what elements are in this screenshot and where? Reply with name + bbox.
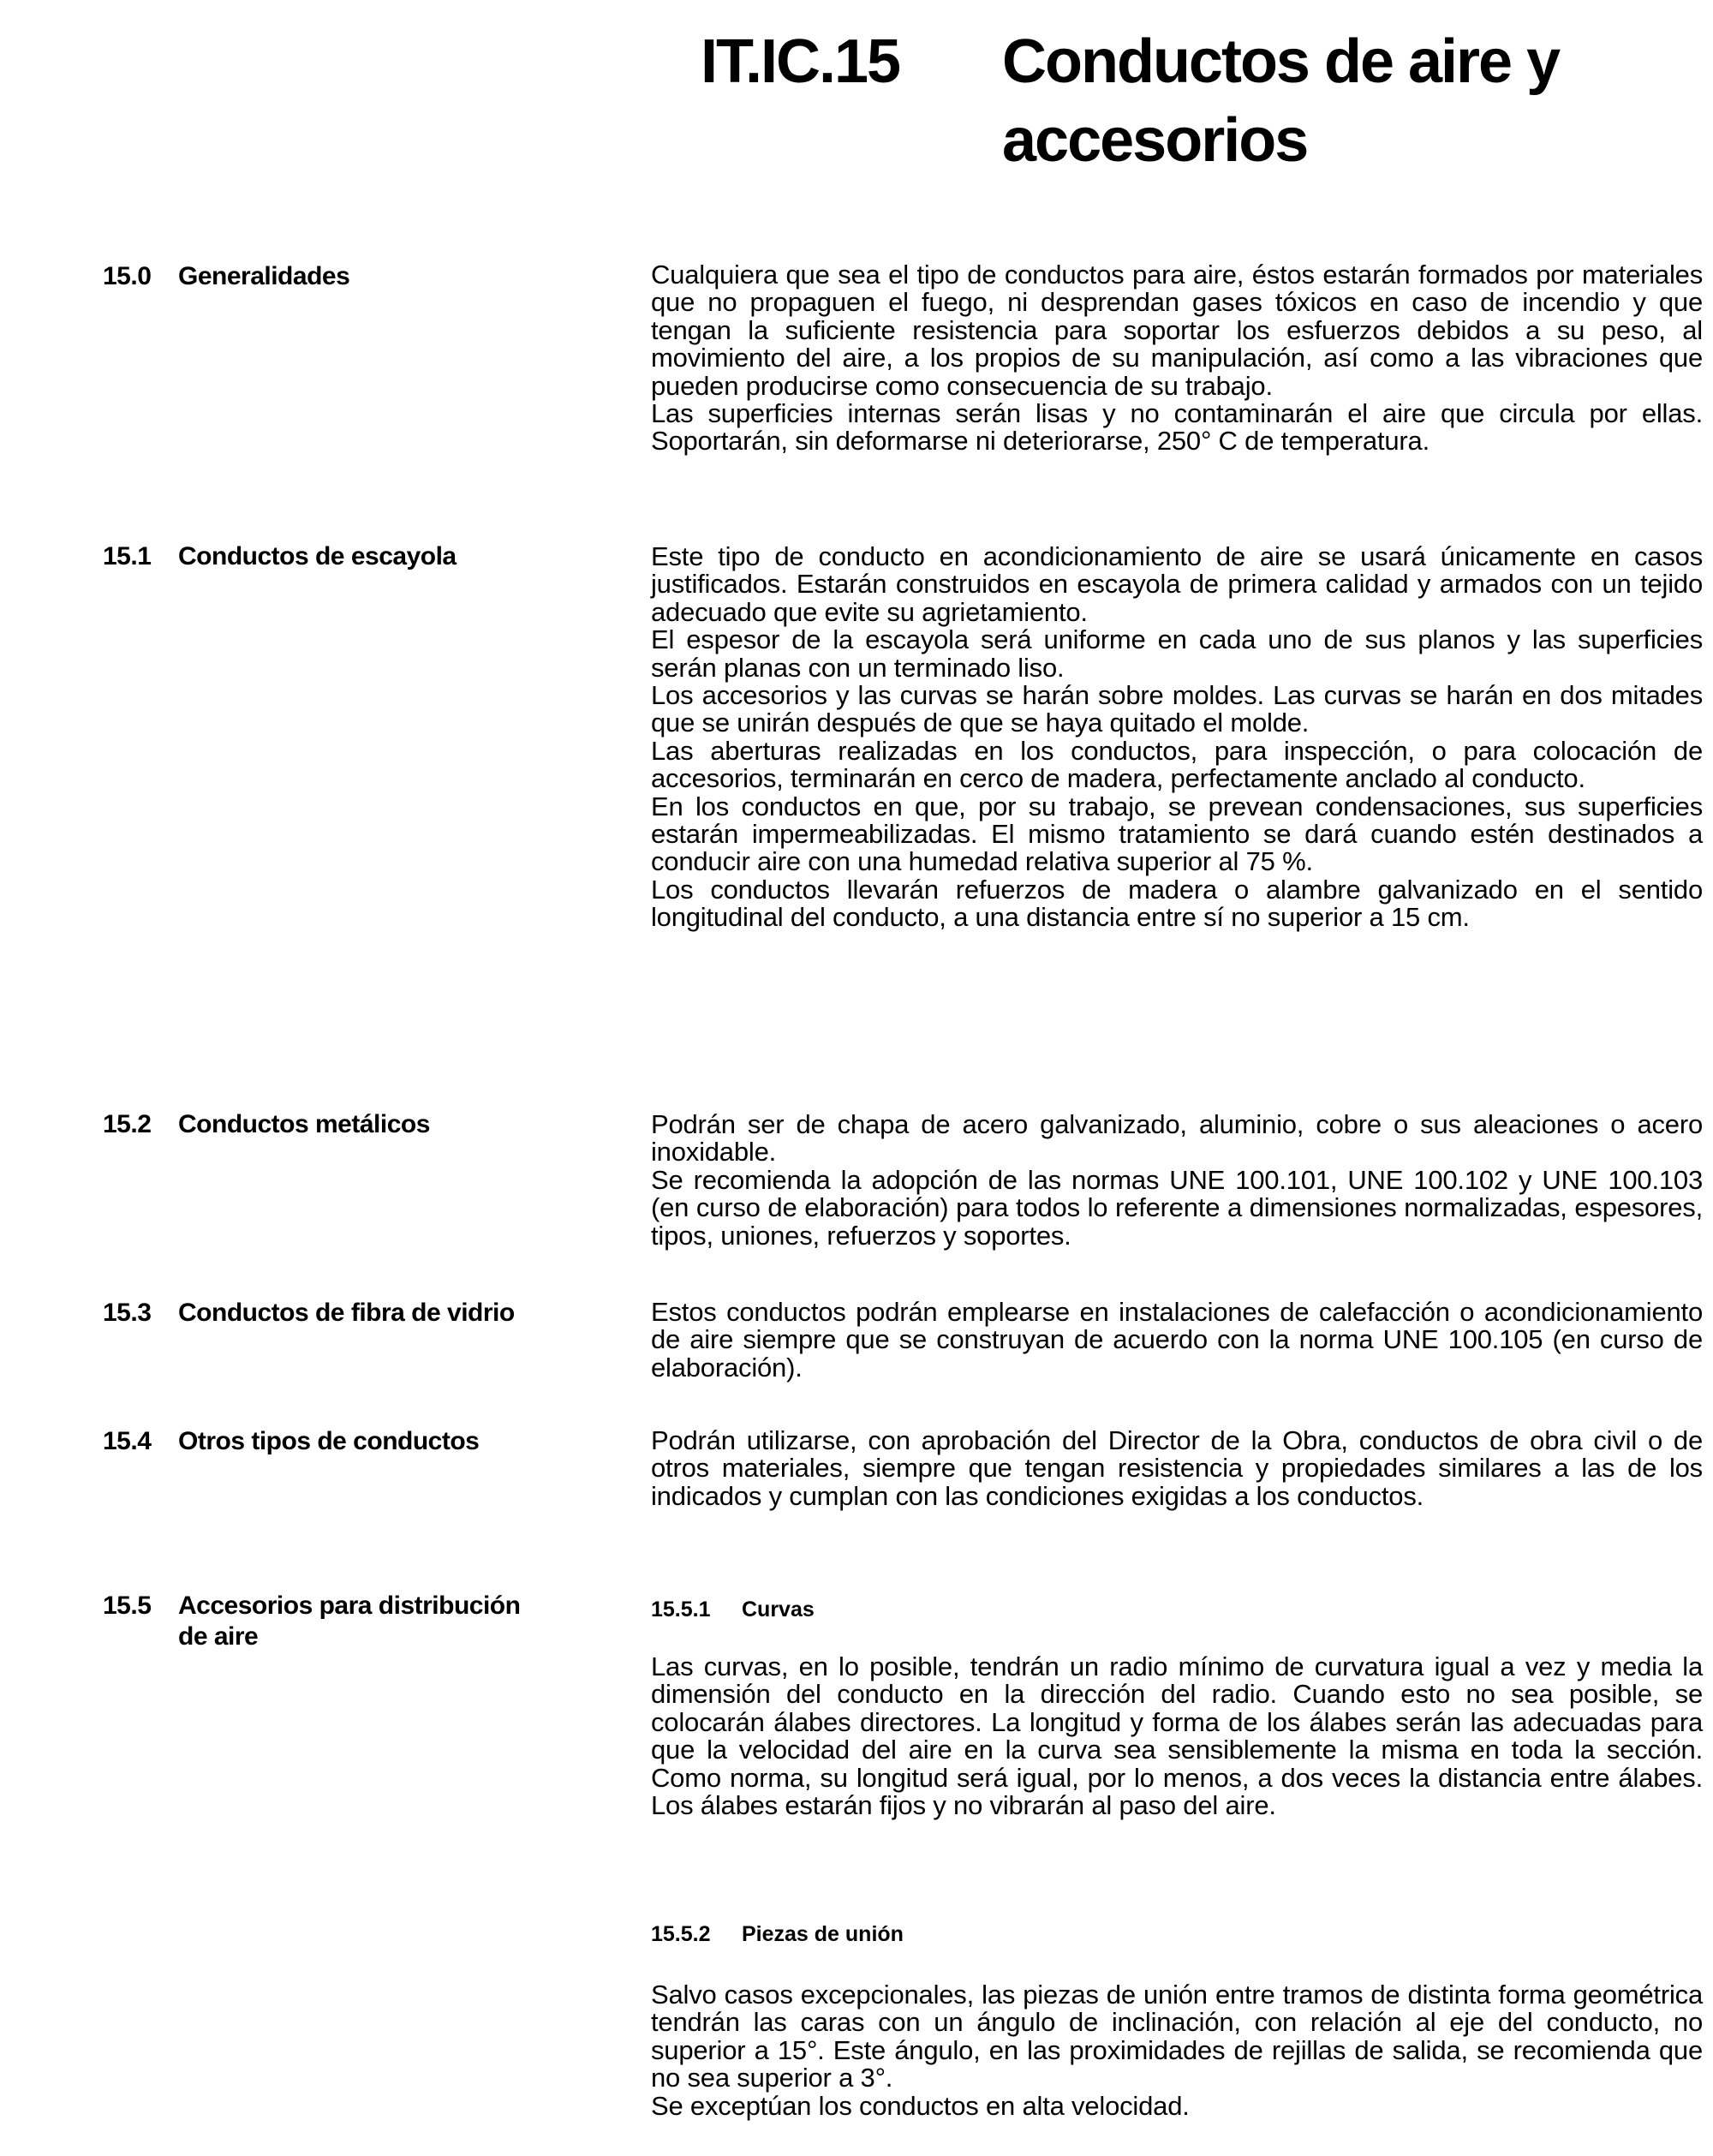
paragraph: Este tipo de conducto en acondicionamiento de aire se usará únicamente en casos justificados. Estarán construidos en escayola de primera calidad y armados con un tejido adecuado que evite su agrietamiento. <box>651 541 1703 627</box>
paragraph: Se exceptúan los conductos en alta velocidad. <box>651 2090 1190 2121</box>
section-title: Accesorios para distribución de aire <box>178 1592 521 1651</box>
section-heading-15-5 <box>103 1591 608 1652</box>
section-title: Conductos metálicos <box>178 1110 430 1138</box>
section-title: Conductos de fibra de vidrio <box>178 1299 515 1327</box>
section-number: 15.3 <box>103 1299 152 1327</box>
section-heading-15-4 <box>103 1426 608 1457</box>
section-title: Generalidades <box>178 262 350 290</box>
subsection-body-15-5-1 <box>651 1653 1703 1819</box>
paragraph: Estos conductos podrán emplearse en instalaciones de calefacción o acondicionamiento de aire siempre que se construyan de acuerdo con la norma UNE 100.105 (en curso de elaboración). <box>651 1297 1703 1383</box>
section-body-15-1 <box>651 543 1703 932</box>
paragraph: Las curvas, en lo posible, tendrán un radio mínimo de curvatura igual a vez y media la dimensión del conducto en la dirección del radio. Cuando esto no sea posible, se colocarán álabes directores. La longitud y forma de los álabes serán las adecuadas para que la velocidad del aire en la curva sea sensiblemente la misma en toda la sección. Como norma, su longitud será igual, por lo menos, a dos veces la distancia entre álabes. Los álabes estarán fijos y no vibrarán al paso del aire. <box>651 1651 1703 1821</box>
paragraph: Cualquiera que sea el tipo de conductos para aire, éstos estarán formados por materiales que no propaguen el fuego, ni desprendan gases tóxicos en caso de incendio y que tengan la suficiente resistencia para soportar los esfuerzos debidos a su peso, al movimiento del aire, a los propios de su manipulación, así como a las vibraciones que pueden producirse como consecuencia de su trabajo. <box>651 260 1703 401</box>
section-title: Otros tipos de conductos <box>178 1427 480 1455</box>
paragraph: Los accesorios y las curvas se harán sobre moldes. Las curvas se harán en dos mitades que se unirán después de que se haya quitado el molde. <box>651 680 1703 738</box>
section-title: Conductos de escayola <box>178 542 457 570</box>
section-body-15-3 <box>651 1299 1703 1382</box>
subsection-heading-15-5-2 <box>651 1921 904 1947</box>
subsection-title: Piezas de unión <box>742 1922 904 1946</box>
section-body-15-2 <box>651 1111 1703 1250</box>
paragraph: Las aberturas realizadas en los conductos, para inspección, o para colocación de accesorios, terminarán en cerco de madera, perfectamente anclado al conducto. <box>651 735 1703 794</box>
section-heading-15-2 <box>103 1109 608 1140</box>
subsection-number: 15.5.2 <box>651 1922 711 1946</box>
section-body-15-0 <box>651 261 1703 456</box>
paragraph: Se recomienda la adopción de las normas UNE 100.101, UNE 100.102 y UNE 100.103 (en curso de elaboración) para todos lo referente a dimensiones normalizadas, espesores, tipos, uniones, refuerzos y soportes. <box>651 1164 1703 1251</box>
section-heading-15-3 <box>103 1298 608 1329</box>
section-heading-15-1 <box>103 541 608 572</box>
paragraph: El espesor de la escayola será uniforme en cada uno de sus planos y las superficies serán planas con un terminado liso. <box>651 624 1703 683</box>
subsection-number: 15.5.1 <box>651 1598 711 1621</box>
paragraph: Podrán ser de chapa de acero galvanizado, aluminio, cobre o sus aleaciones o acero inoxidable. <box>651 1109 1703 1168</box>
subsection-title: Curvas <box>742 1598 815 1621</box>
section-number: 15.5 <box>103 1592 152 1620</box>
section-number: 15.1 <box>103 542 152 570</box>
section-heading-15-0 <box>103 261 608 292</box>
paragraph: Los conductos llevarán refuerzos de madera o alambre galvanizado en el sentido longitudinal del conducto, a una distancia entre sí no superior a 15 cm. <box>651 874 1703 933</box>
subsection-body-15-5-2 <box>651 1981 1703 2120</box>
subsection-heading-15-5-1 <box>651 1597 815 1622</box>
paragraph: En los conductos en que, por su trabajo, se prevean condensaciones, sus superficies estarán impermeabilizadas. El mismo tratamiento se dará cuando estén destinados a conducir aire con una humedad relativa superior al 75 %. <box>651 791 1703 877</box>
paragraph: Las superficies internas serán lisas y no contaminarán el aire que circula por ellas. Soportarán, sin deformarse ni deteriorarse, 250° C de temperatura. <box>651 398 1703 457</box>
title-text: Conductos de aire y accesorios <box>1002 27 1560 175</box>
paragraph: Podrán utilizarse, con aprobación del Director de la Obra, conductos de obra civil o de otros materiales, siempre que tengan resistencia y propiedades similares a las de los indicados y cumplan con las condiciones exigidas a los conductos. <box>651 1425 1703 1511</box>
title-code: IT.IC.15 <box>701 27 900 96</box>
paragraph: Salvo casos excepcionales, las piezas de unión entre tramos de distinta forma geométrica tendrán las caras con un ángulo de inclinación, con relación al eje del conducto, no superior a 15°. Este ángulo, en las proximidades de rejillas de salida, se recomienda que no sea superior a 3°. <box>651 1980 1703 2093</box>
section-number: 15.4 <box>103 1427 152 1455</box>
section-number: 15.2 <box>103 1110 152 1138</box>
section-body-15-4 <box>651 1427 1703 1510</box>
section-number: 15.0 <box>103 262 152 290</box>
